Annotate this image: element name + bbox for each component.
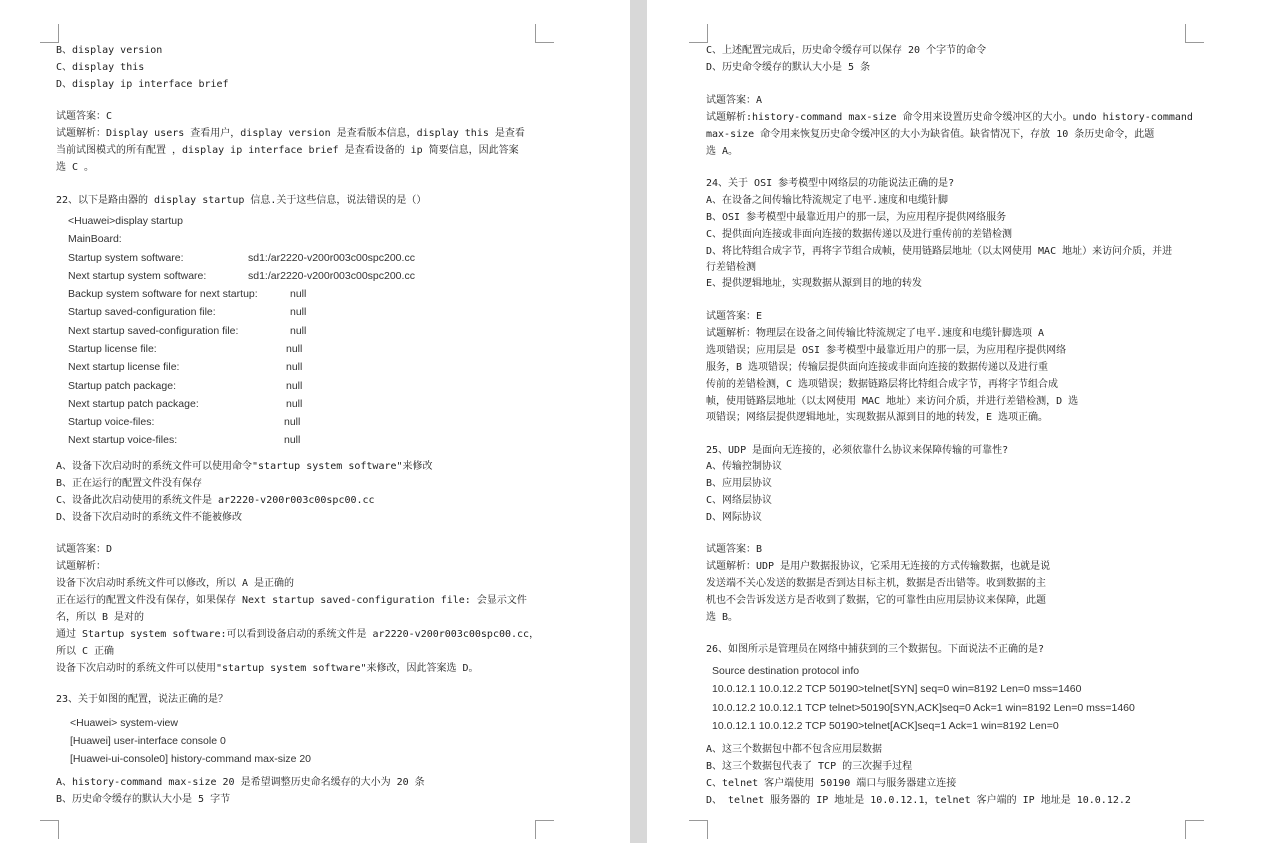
q22-output-val: null — [286, 379, 303, 392]
q25-option-a: A、传输控制协议 — [706, 461, 783, 472]
q24-answer: 试题答案：E — [706, 311, 763, 322]
q22-output-val: null — [290, 324, 307, 337]
q24-option-d-cont: 行差错检测 — [706, 262, 756, 273]
q24-analysis-line: 帧，使用链路层地址（以太网使用 MAC 地址）来访问介质，并进行差错检测，D 选 — [706, 396, 1079, 407]
q22-analysis-line: 设备下次启动时的系统文件可以使用"startup system software"来修改，因此答案选 D。 — [56, 663, 479, 674]
q21-analysis-line: 试题解析：Display users 查看用户，display version 是查看版本信息，display this 是查看 — [56, 128, 525, 139]
q22-output-key: Startup saved-configuration file: — [68, 306, 216, 318]
q23-config-line: [Huawei-ui-console0] history-command max-size 20 — [70, 753, 312, 765]
q22-output-line: MainBoard: — [68, 233, 122, 245]
q25-option-b: B、应用层协议 — [706, 478, 773, 489]
q22-output-key: Next startup patch package: — [68, 398, 199, 410]
q25-option-d: D、网际协议 — [706, 512, 763, 523]
q23-analysis-line: 选 A。 — [706, 146, 739, 157]
q26-capture-row: 10.0.12.1 10.0.12.2 TCP 50190>telnet[SYN] seq=0 win=8192 Len=0 mss=1460 — [712, 683, 1082, 695]
q22-output-key: Startup system software: — [68, 251, 184, 264]
q22-analysis-line: 所以 C 正确 — [56, 646, 115, 657]
q25-analysis-line: 发送端不关心发送的数据是否到达目标主机，数据是否出错等。收到数据的主 — [706, 578, 1046, 589]
q21-option-d: D、display ip interface brief — [56, 79, 229, 90]
q22-output-key: Next startup license file: — [68, 361, 180, 373]
q23-option-c: C、上述配置完成后，历史命令缓存可以保存 20 个字节的命令 — [706, 45, 987, 56]
q23-config-line: <Huawei> system-view — [70, 717, 178, 729]
q24-option-b: B、OSI 参考模型中最靠近用户的那一层，为应用程序提供网络服务 — [706, 212, 1007, 223]
q26-option-a: A、这三个数据包中都不包含应用层数据 — [706, 744, 883, 755]
q22-output-val: null — [286, 343, 303, 355]
page-corner-mark — [1185, 24, 1204, 43]
document-page-left — [0, 0, 630, 843]
q22-output-key: Next startup system software: — [68, 270, 207, 282]
q25-option-c: C、网络层协议 — [706, 495, 773, 506]
q22-question: 22、以下是路由器的 display startup 信息.关于这些信息，说法错误的是（） — [56, 195, 427, 206]
q22-output-key: Startup license file: — [68, 343, 157, 355]
q26-capture-row: 10.0.12.1 10.0.12.2 TCP 50190>telnet[ACK]seq=1 Ack=1 win=8192 Len=0 — [712, 720, 1059, 732]
q24-analysis-line: 试题解析：物理层在设备之间传输比特流规定了电平.速度和电缆针脚选项 A — [706, 328, 1045, 339]
q26-option-d: D、 telnet 服务器的 IP 地址是 10.0.12.1，telnet 客户端的 IP 地址是 10.0.12.2 — [706, 795, 1131, 806]
page-corner-mark — [689, 24, 708, 43]
page-corner-mark — [689, 820, 708, 839]
q21-answer: 试题答案：C — [56, 111, 113, 122]
q25-analysis-line: 试题解析：UDP 是用户数据报协议，它采用无连接的方式传输数据，也就是说 — [706, 561, 1051, 572]
q24-analysis-line: 传前的差错检测，C 选项错误；数据链路层将比特组合成字节，再将字节组合成 — [706, 379, 1059, 390]
q23-analysis-line: max-size 命令用来恢复历史命令缓冲区的大小为缺省值。缺省情况下，存放 10 条历史命令，此题 — [706, 129, 1155, 140]
q24-analysis-line: 项错误；网络层提供逻辑地址，实现数据从源到目的地的转发，E 选项正确。 — [706, 412, 1049, 423]
q22-analysis-line: 名，所以 B 是对的 — [56, 612, 145, 623]
q26-capture-row: 10.0.12.2 10.0.12.1 TCP telnet>50190[SYN,ACK]seq=0 Ack=1 win=8192 Len=0 mss=1460 — [712, 701, 1135, 714]
q23-question: 23、关于如图的配置，说法正确的是？ — [56, 694, 229, 705]
q22-output-key: Backup system software for next startup: — [68, 288, 258, 300]
page-corner-mark — [1185, 820, 1204, 839]
q22-analysis-line: 试题解析： — [56, 561, 106, 572]
q22-answer: 试题答案：D — [56, 544, 113, 555]
page-gutter — [630, 0, 647, 843]
q22-output-val: null — [290, 288, 307, 300]
q22-output-val: null — [284, 416, 301, 428]
q22-analysis-line: 通过 Startup system software:可以看到设备启动的系统文件是 ar2220-v200r003c00spc00.cc， — [56, 629, 540, 640]
q24-option-c: C、提供面向连接或非面向连接的数据传递以及进行重传前的差错检测 — [706, 229, 1013, 240]
q24-option-d: D、将比特组合成字节，再将字节组合成帧，使用链路层地址（以太网使用 MAC 地址）来访问介质，并进 — [706, 246, 1173, 257]
q21-option-b: B、display version — [56, 45, 163, 56]
document-page-right — [647, 0, 1273, 843]
q26-option-b: B、这三个数据包代表了 TCP 的三次握手过程 — [706, 761, 913, 772]
q22-option-c: C、设备此次启动使用的系统文件是 ar2220-v200r003c00spc00.cc — [56, 495, 375, 506]
q21-analysis-line: 当前试图模式的所有配置 ，display ip interface brief 是查看设备的 ip 简要信息，因此答案 — [56, 145, 519, 156]
q24-option-e: E、提供逻辑地址，实现数据从源到目的地的转发 — [706, 278, 923, 289]
q21-analysis-line: 选 C 。 — [56, 162, 95, 173]
q22-output-key: Startup voice-files: — [68, 416, 155, 428]
q26-question: 26、如图所示是管理员在网络中捕获到的三个数据包。下面说法不正确的是? — [706, 644, 1045, 655]
q24-analysis-line: 选项错误；应用层是 OSI 参考模型中最靠近用户的那一层，为应用程序提供网络 — [706, 345, 1067, 356]
q22-option-b: B、正在运行的配置文件没有保存 — [56, 478, 203, 489]
q22-output-val: sd1:/ar2220-v200r003c00spc200.cc — [248, 251, 415, 264]
q22-output-val: null — [290, 306, 307, 318]
q26-capture-header: Source destination protocol info — [712, 665, 860, 677]
q23-answer: 试题答案：A — [706, 95, 763, 106]
q25-analysis-line: 选 B。 — [706, 612, 739, 623]
page-corner-mark — [535, 24, 554, 43]
q23-option-a: A、history-command max-size 20 是希望调整历史命名缓存的大小为 20 条 — [56, 777, 425, 788]
q25-analysis-line: 机也不会告诉发送方是否收到了数据，它的可靠性由应用层协议来保障，此题 — [706, 595, 1046, 606]
q24-question: 24、关于 OSI 参考模型中网络层的功能说法正确的是? — [706, 178, 955, 189]
q23-analysis-line: 试题解析:history-command max-size 命令用来设置历史命令缓冲区的大小。undo history-command — [706, 112, 1193, 123]
q22-output-val: null — [286, 398, 303, 410]
q22-output-key: Next startup saved-configuration file: — [68, 324, 239, 337]
q22-output-val: sd1:/ar2220-v200r003c00spc200.cc — [248, 270, 415, 282]
q22-analysis-line: 设备下次启动时系统文件可以修改，所以 A 是正确的 — [56, 578, 295, 589]
q22-analysis-line: 正在运行的配置文件没有保存，如果保存 Next startup saved-configuration file: 会显示文件 — [56, 595, 527, 606]
q24-analysis-line: 服务，B 选项错误；传输层提供面向连接或非面向连接的数据传递以及进行重 — [706, 362, 1049, 373]
q22-output-val: null — [286, 361, 303, 373]
q22-output-key: Next startup voice-files: — [68, 434, 178, 446]
q25-answer: 试题答案：B — [706, 544, 763, 555]
q24-option-a: A、在设备之间传输比特流规定了电平.速度和电缆针脚 — [706, 195, 949, 206]
q23-config-line: [Huawei] user-interface console 0 — [70, 735, 226, 747]
q22-output-val: null — [284, 434, 301, 446]
page-corner-mark — [40, 24, 59, 43]
q22-output-key: Startup patch package: — [68, 379, 176, 392]
q22-output-line: <Huawei>display startup — [68, 215, 183, 227]
q22-option-a: A、设备下次启动时的系统文件可以使用命令"startup system software"来修改 — [56, 461, 433, 472]
q23-option-d: D、历史命令缓存的默认大小是 5 条 — [706, 62, 871, 73]
q23-option-b: B、历史命令缓存的默认大小是 5 字节 — [56, 794, 231, 805]
q22-option-d: D、设备下次启动时的系统文件不能被修改 — [56, 512, 243, 523]
q25-question: 25、UDP 是面向无连接的，必须依靠什么协议来保障传输的可靠性? — [706, 445, 1009, 456]
page-corner-mark — [535, 820, 554, 839]
q21-option-c: C、display this — [56, 62, 145, 73]
page-corner-mark — [40, 820, 59, 839]
q26-option-c: C、telnet 客户端使用 50190 端口与服务器建立连接 — [706, 778, 957, 789]
